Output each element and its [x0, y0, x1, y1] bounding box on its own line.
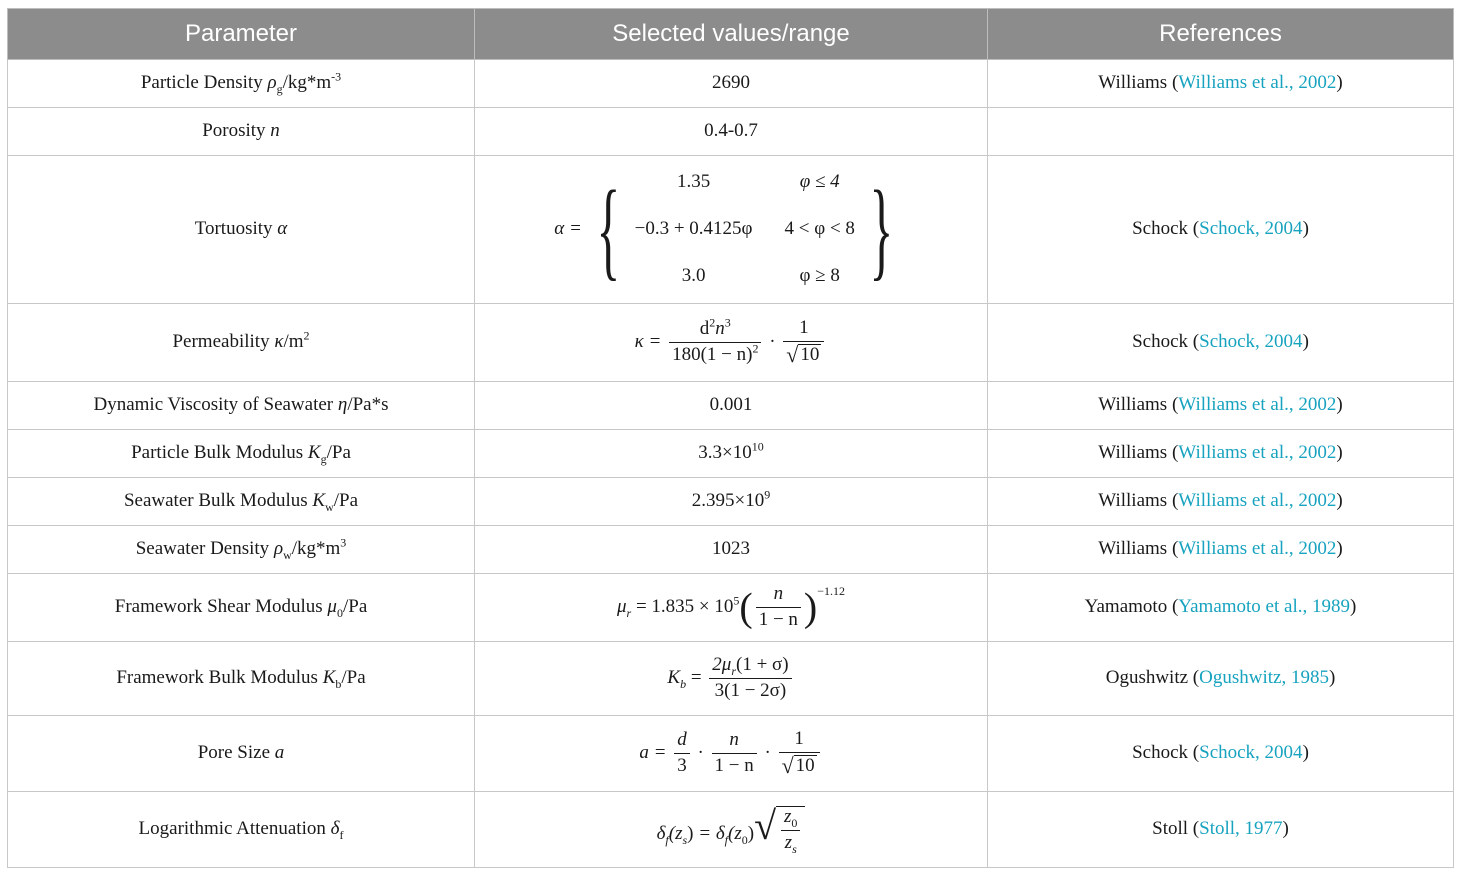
table-row	[8, 430, 1454, 478]
citation-link[interactable]: Williams et al., 2002	[1178, 442, 1337, 464]
header-parameter: Parameter	[8, 9, 475, 60]
ref-cell: Williams (Williams et al., 2002)	[988, 60, 1454, 108]
param-cell: Pore Size a	[8, 716, 475, 792]
citation-link[interactable]: Ogushwitz, 1985	[1199, 667, 1329, 689]
param-cell: Particle Bulk Modulus $K_g/Pa$	[8, 430, 475, 478]
table-row	[8, 526, 1454, 574]
table-row	[8, 574, 1454, 642]
table-row	[8, 716, 1454, 792]
ref-cell: Schock (Schock, 2004)	[988, 156, 1454, 304]
left-brace: {	[596, 168, 621, 291]
citation-link[interactable]: Williams et al., 2002	[1178, 394, 1337, 416]
permeability-formula: κ = $\frac{d^2n^3}{180(1 - n)^2}$ · 1 √ 10	[635, 331, 828, 352]
value-cell	[475, 716, 988, 792]
value-cell	[475, 574, 988, 642]
ref-cell: Williams (Williams et al., 2002)	[988, 430, 1454, 478]
citation-link[interactable]: Williams et al., 2002	[1178, 490, 1337, 512]
shear-formula: $\mu_r = 1.835 \times 10^5$( $\frac{n}{1 - n}$ )$^{-1.12}$	[616, 583, 846, 630]
header-values: Selected values/range	[475, 9, 988, 60]
value-cell: 1023	[475, 526, 988, 574]
citation-link[interactable]: Yamamoto et al., 1989	[1178, 596, 1350, 618]
param-cell: Framework Shear Modulus $\mu_0/Pa$	[8, 574, 475, 642]
tortuosity-formula: α = { 1.35 φ ≤ 4 −0.3 + 0.4125φ 4 < φ < 8 3.0 φ ≥ 8 }	[554, 168, 894, 291]
value-cell: 0.001	[475, 382, 988, 430]
ref-cell: Williams (Williams et al., 2002)	[988, 478, 1454, 526]
table-row	[8, 304, 1454, 382]
ref-cell: Yamamoto (Yamamoto et al., 1989)	[988, 574, 1454, 642]
param-cell: Seawater Bulk Modulus $K_w/Pa$	[8, 478, 475, 526]
right-brace: }	[869, 168, 894, 291]
value-cell	[475, 156, 988, 304]
param-cell: Porosity n	[8, 108, 475, 156]
citation-link[interactable]: Schock, 2004	[1199, 331, 1303, 353]
citation-link[interactable]: Schock, 2004	[1199, 218, 1303, 240]
bulk-formula: $K_b$ = $\frac{2\mu_r(1 + \sigma)}{3(1 - 2\sigma)}$	[667, 667, 794, 688]
table-row	[8, 642, 1454, 716]
param-cell: Seawater Density $\rho_w/kg*m^3$	[8, 526, 475, 574]
value-cell	[475, 642, 988, 716]
value-cell: $2.395\times 10^9$	[475, 478, 988, 526]
table-row	[8, 108, 1454, 156]
param-cell: Tortuosity α	[8, 156, 475, 304]
attenuation-formula: $\delta_f(z_s) = \delta_f(z_0)$ √ $\frac{z_0}{z_s}$	[657, 823, 806, 844]
value-cell: $3.3\times 10^{10}$	[475, 430, 988, 478]
table-row	[8, 156, 1454, 304]
ref-cell: Schock (Schock, 2004)	[988, 304, 1454, 382]
table-row	[8, 382, 1454, 430]
param-cell: Framework Bulk Modulus $K_b/Pa$	[8, 642, 475, 716]
ref-cell: Williams (Williams et al., 2002)	[988, 526, 1454, 574]
citation-link[interactable]: Schock, 2004	[1199, 742, 1303, 764]
param-cell: Logarithmic Attenuation $\delta_f$	[8, 792, 475, 868]
value-cell: 0.4-0.7	[475, 108, 988, 156]
param-cell: Permeability $\kappa/m^2$	[8, 304, 475, 382]
citation-link[interactable]: Williams et al., 2002	[1178, 538, 1337, 560]
ref-cell: Ogushwitz (Ogushwitz, 1985)	[988, 642, 1454, 716]
value-cell	[475, 304, 988, 382]
table-row	[8, 478, 1454, 526]
ref-cell: Williams (Williams et al., 2002)	[988, 382, 1454, 430]
ref-cell: Schock (Schock, 2004)	[988, 716, 1454, 792]
param-cell: Dynamic Viscosity of Seawater η/Pa*s	[8, 382, 475, 430]
citation-link[interactable]: Stoll, 1977	[1199, 818, 1283, 840]
table-row	[8, 60, 1454, 108]
ref-cell: Stoll (Stoll, 1977)	[988, 792, 1454, 868]
value-cell	[475, 792, 988, 868]
param-cell: Particle Density $\rho_g/kg*m^{-3}$	[8, 60, 475, 108]
header-references: References	[988, 9, 1454, 60]
header-row	[8, 9, 1454, 60]
parameters-table	[7, 8, 1454, 868]
pore-formula: a = $\frac{d}{3}$ · $\frac{n}{1 - n}$ · 1 √ 10	[639, 742, 822, 763]
ref-cell	[988, 108, 1454, 156]
table-row	[8, 792, 1454, 868]
citation-link[interactable]: Williams et al., 2002	[1178, 72, 1337, 94]
value-cell: 2690	[475, 60, 988, 108]
